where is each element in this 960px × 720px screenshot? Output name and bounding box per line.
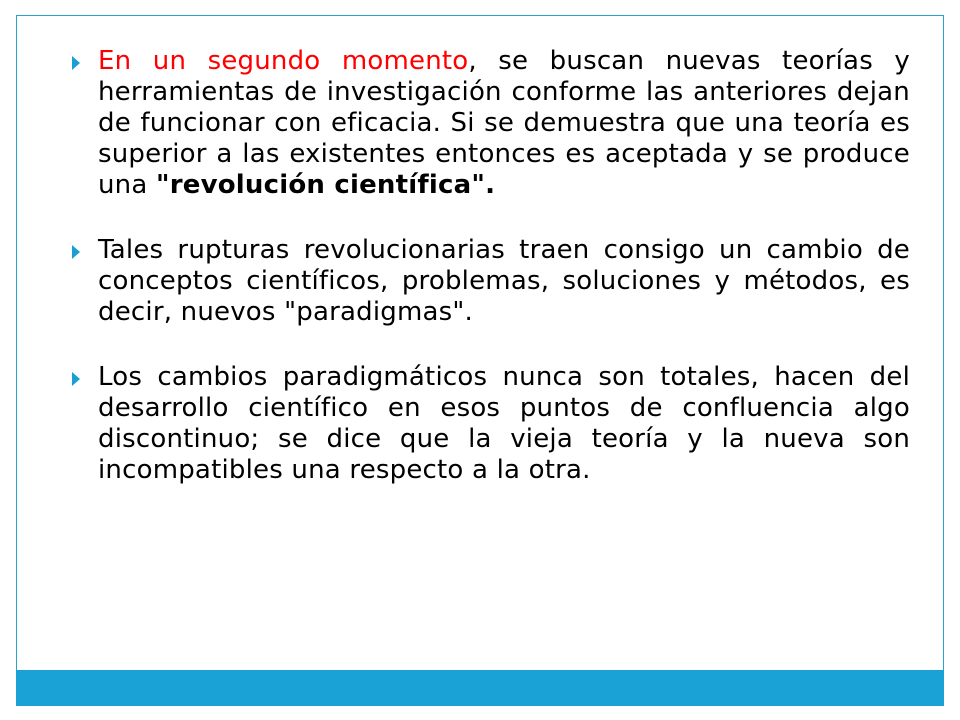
emphasized-term: "revolución científica". (155, 170, 496, 200)
footer-bar (16, 670, 944, 706)
bullet-arrow-icon (72, 245, 80, 259)
bullet-arrow-icon (72, 372, 80, 386)
bullet-body-text: , se buscan nuevas teorías y herramientas de investigación conforme las anteriores dejan de funcionar con eficacia. Si se demuestra que una teoría es superior a las existentes entonces es aceptada y se produce una (98, 46, 910, 200)
bullet-list (60, 46, 910, 520)
highlighted-lead-text: En un segundo momento (98, 46, 469, 76)
bullet-text-1 (98, 46, 910, 201)
bullet-item-1 (60, 46, 910, 201)
bullet-item-2 (60, 235, 910, 328)
bullet-text-2: Tales rupturas revolucionarias traen consigo un cambio de conceptos científicos, problemas, soluciones y métodos, es decir, nuevos "paradigmas". (98, 235, 910, 327)
bullet-arrow-icon (72, 56, 80, 70)
bullet-item-3 (60, 362, 910, 486)
bullet-text-3: Los cambios paradigmáticos nunca son totales, hacen del desarrollo científico en esos puntos de confluencia algo discontinuo; se dice que la vieja teoría y la nueva son incompatibles una respecto a la otra. (98, 362, 910, 485)
